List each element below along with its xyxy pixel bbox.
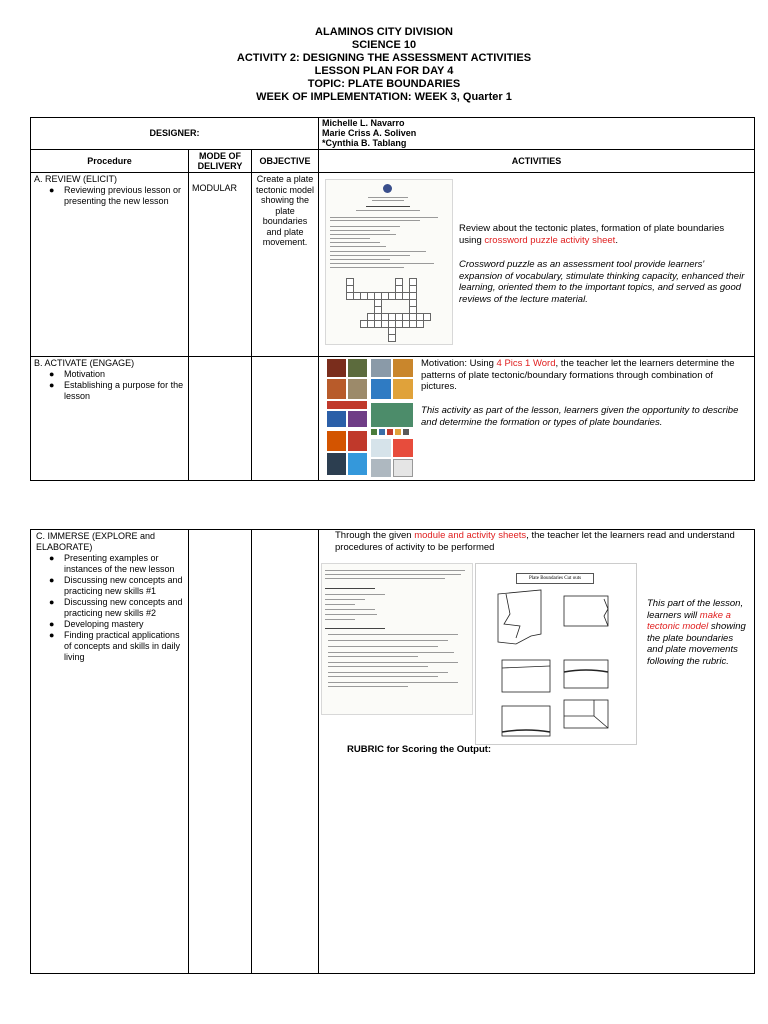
column-header-procedure: Procedure bbox=[31, 150, 189, 173]
crossword-link-text: crossword puzzle activity sheet bbox=[484, 234, 616, 246]
activities-immerse bbox=[319, 530, 755, 974]
deped-seal-icon bbox=[383, 184, 392, 193]
header-lesson-day: LESSON PLAN FOR DAY 4 bbox=[314, 65, 454, 77]
cutouts-sheet-title: Plate Boundaries Cut outs bbox=[516, 573, 594, 584]
rubric-heading: RUBRIC for Scoring the Output: bbox=[347, 744, 492, 755]
activities-review bbox=[319, 173, 755, 357]
immerse-bullet: ● Discussing new concepts and practicing new skills #1 bbox=[64, 575, 185, 597]
activities-activate bbox=[319, 357, 755, 481]
objective-review: Create a plate tectonic model showing the plate boundaries and plate movement. bbox=[252, 173, 319, 357]
mode-activate bbox=[189, 357, 252, 481]
procedure-immerse bbox=[31, 530, 189, 974]
objective-immerse bbox=[252, 530, 319, 974]
crossword-grid bbox=[346, 278, 436, 340]
four-pics-one-word-collage bbox=[327, 359, 417, 477]
header-subject: SCIENCE 10 bbox=[351, 39, 417, 51]
four-pics-link-text: 4 Pics 1 Word bbox=[496, 358, 556, 369]
procedure-activate bbox=[31, 357, 189, 481]
designer-name: Marie Criss A. Soliven bbox=[322, 128, 417, 138]
immerse-bullet: ● Finding practical applications of concepts and skills in daily living bbox=[64, 630, 185, 663]
motivation-rationale: This activity as part of the lesson, learners given the opportunity to describe and determine the formation or types of plate boundaries. bbox=[421, 405, 739, 428]
immerse-side-note: This part of the lesson, learners will make a tectonic model showing the plate boundaries and plate movements following the rubric. bbox=[647, 598, 746, 667]
header-week: WEEK OF IMPLEMENTATION: WEEK 3, Quarter 1 bbox=[256, 91, 512, 103]
objective-activate bbox=[252, 357, 319, 481]
immerse-title: C. IMMERSE (EXPLORE and ELABORATE) bbox=[36, 531, 156, 552]
document-header bbox=[0, 26, 768, 104]
immerse-bullet: ● Developing mastery bbox=[64, 619, 185, 630]
designer-name: Michelle L. Navarro bbox=[322, 118, 405, 128]
crossword-rationale: Crossword puzzle as an assessment tool provide learners' expansion of vocabulary, stimulate thinking capacity, enhanced their learning, oriented them to the important topics, and served as good reviews of the lecture material. bbox=[459, 259, 745, 305]
immerse-bullet: ● Discussing new concepts and practicing new skills #2 bbox=[64, 597, 185, 619]
crossword-worksheet-thumbnail bbox=[325, 179, 453, 345]
module-link-text: module and activity sheets bbox=[414, 530, 527, 541]
motivation-description: Motivation: Using 4 Pics 1 Word, the teacher let the learners determine the patterns of plate tectonic/boundary formations through combination of pictures. bbox=[421, 358, 735, 392]
procedure-review bbox=[31, 173, 189, 357]
mode-immerse bbox=[189, 530, 252, 974]
header-topic: TOPIC: PLATE BOUNDARIES bbox=[307, 78, 461, 90]
designer-names bbox=[319, 118, 755, 150]
review-title: A. REVIEW (ELICIT) bbox=[34, 174, 118, 184]
activate-bullet: ● Motivation bbox=[64, 369, 185, 380]
column-header-objective: OBJECTIVE bbox=[252, 150, 319, 173]
tectonic-model-text: make a tectonic model bbox=[647, 609, 731, 632]
activate-title: B. ACTIVATE (ENGAGE) bbox=[34, 358, 135, 368]
plate-cutout-drawings bbox=[476, 564, 636, 744]
lesson-plan-table-1 bbox=[30, 117, 755, 481]
review-description: Review about the tectonic plates, formation of plate boundaries using crossword puzzle activity sheet. bbox=[459, 223, 725, 246]
activate-bullet: ● Establishing a purpose for the lesson bbox=[64, 380, 185, 402]
module-page-thumbnail bbox=[321, 563, 473, 715]
header-activity: ACTIVITY 2: DESIGNING THE ASSESSMENT ACTIVITIES bbox=[236, 52, 532, 64]
designer-label: DESIGNER: bbox=[31, 118, 319, 150]
designer-name: *Cynthia B. Tablang bbox=[322, 138, 407, 148]
lesson-plan-table-2 bbox=[30, 529, 755, 974]
review-bullet: ● Reviewing previous lesson or presenting the new lesson bbox=[64, 185, 185, 207]
mode-review: MODULAR bbox=[189, 173, 252, 357]
immerse-description: Through the given module and activity sheets, the teacher let the learners read and understand procedures of activity to be performed bbox=[335, 530, 735, 553]
plate-cutouts-sheet bbox=[475, 563, 637, 745]
immerse-bullet: ● Presenting examples or instances of the new lesson bbox=[64, 553, 185, 575]
column-header-mode: MODE OF DELIVERY bbox=[189, 150, 252, 173]
header-division: ALAMINOS CITY DIVISION bbox=[315, 26, 453, 38]
column-header-activities: ACTIVITIES bbox=[319, 150, 755, 173]
